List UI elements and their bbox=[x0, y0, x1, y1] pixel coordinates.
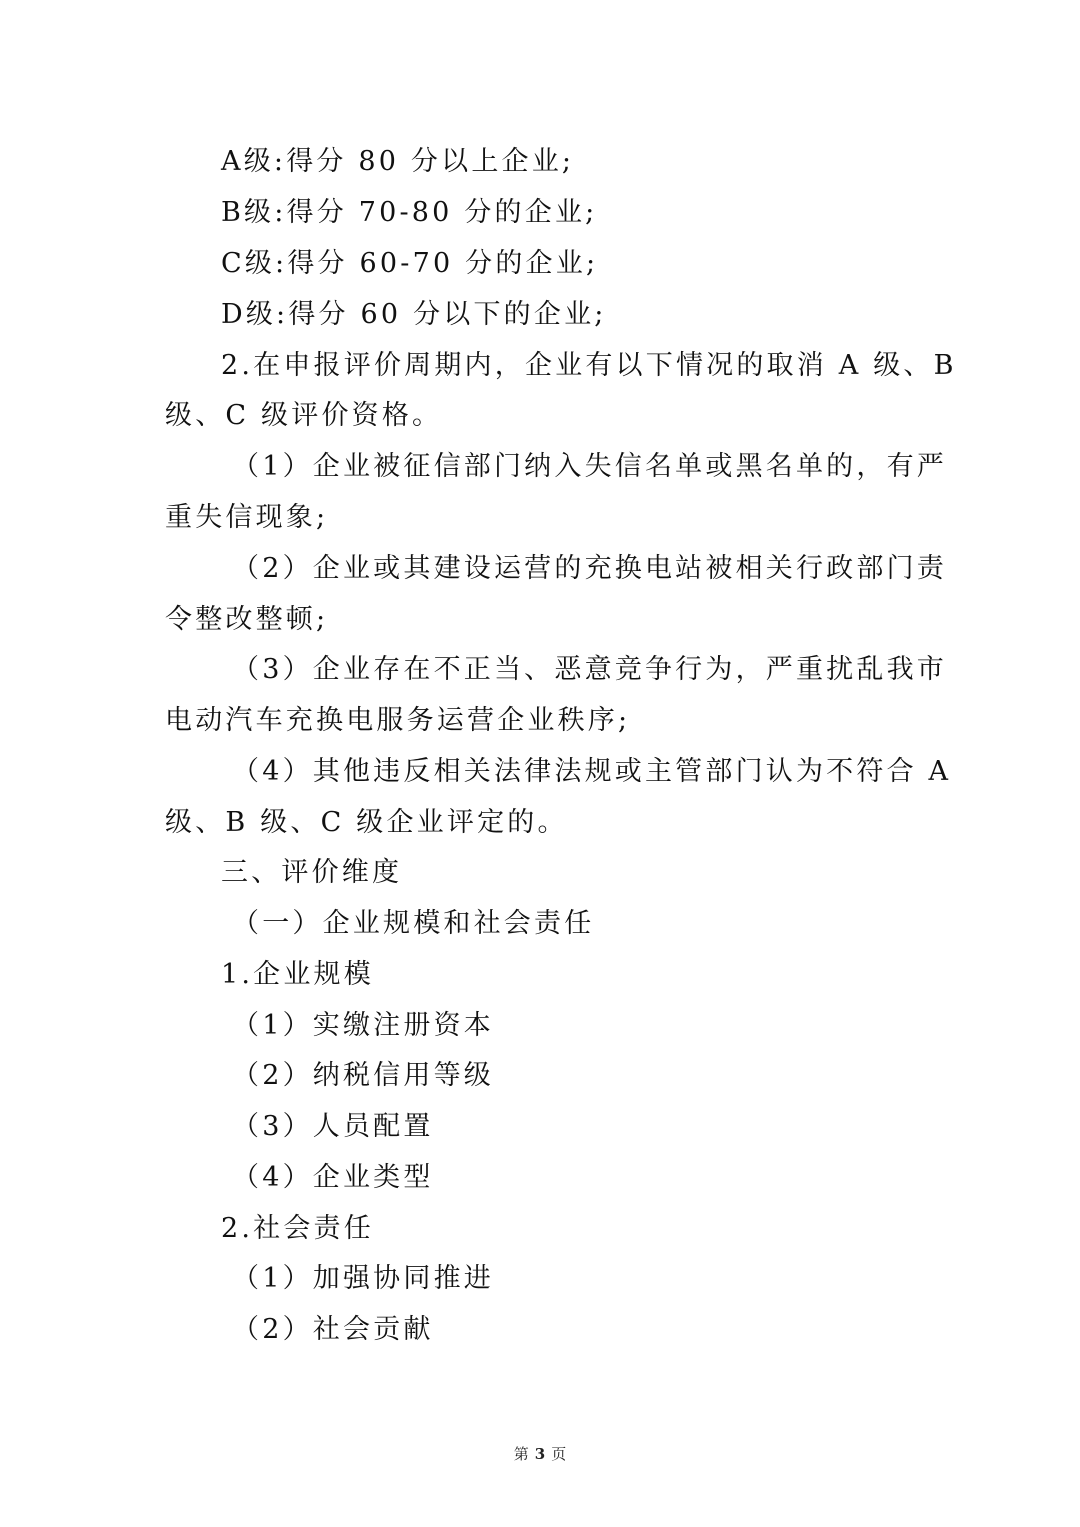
condition-2-line2: 令整改整顿; bbox=[165, 604, 329, 635]
grade-b-line: B级:得分 70-80 分的企业; bbox=[221, 197, 598, 228]
condition-1-line2: 重失信现象; bbox=[165, 502, 329, 533]
condition-2-line1: （2）企业或其建设运营的充换电站被相关行政部门责 bbox=[232, 553, 947, 584]
scale-item-1: （1）实缴注册资本 bbox=[232, 1010, 494, 1041]
scale-item-2: （2）纳税信用等级 bbox=[232, 1060, 494, 1091]
condition-3-line2: 电动汽车充换电服务运营企业秩序; bbox=[165, 705, 631, 736]
grade-c-line: C级:得分 60-70 分的企业; bbox=[221, 248, 599, 279]
section-heading: 三、评价维度 bbox=[221, 857, 403, 888]
scale-item-4: （4）企业类型 bbox=[232, 1162, 434, 1193]
condition-4-line1: （4）其他违反相关法律法规或主管部门认为不符合 A bbox=[232, 756, 952, 787]
item2-line1: 2.在申报评价周期内，企业有以下情况的取消 A 级、B bbox=[221, 350, 957, 381]
social-item-1: （1）加强协同推进 bbox=[232, 1263, 494, 1294]
scale-title: 1.企业规模 bbox=[221, 959, 374, 990]
social-title: 2.社会责任 bbox=[221, 1213, 374, 1244]
item2-line2: 级、C 级评价资格。 bbox=[165, 400, 443, 431]
condition-3-line1: （3）企业存在不正当、恶意竞争行为，严重扰乱我市 bbox=[232, 654, 947, 685]
social-item-2: （2）社会贡献 bbox=[232, 1314, 434, 1345]
page-footer bbox=[0, 1443, 1080, 1464]
page-number: 3 bbox=[534, 1445, 546, 1463]
footer-prefix: 第 bbox=[513, 1445, 529, 1463]
grade-a-line: A级:得分 80 分以上企业; bbox=[221, 146, 575, 177]
scale-item-3: （3）人员配置 bbox=[232, 1111, 434, 1142]
subsection-heading: （一）企业规模和社会责任 bbox=[232, 908, 595, 939]
grade-d-line: D级:得分 60 分以下的企业; bbox=[221, 299, 607, 330]
condition-4-line2: 级、B 级、C 级企业评定的。 bbox=[165, 807, 568, 838]
footer-suffix: 页 bbox=[551, 1445, 567, 1463]
condition-1-line1: （1）企业被征信部门纳入失信名单或黑名单的，有严 bbox=[232, 451, 947, 482]
